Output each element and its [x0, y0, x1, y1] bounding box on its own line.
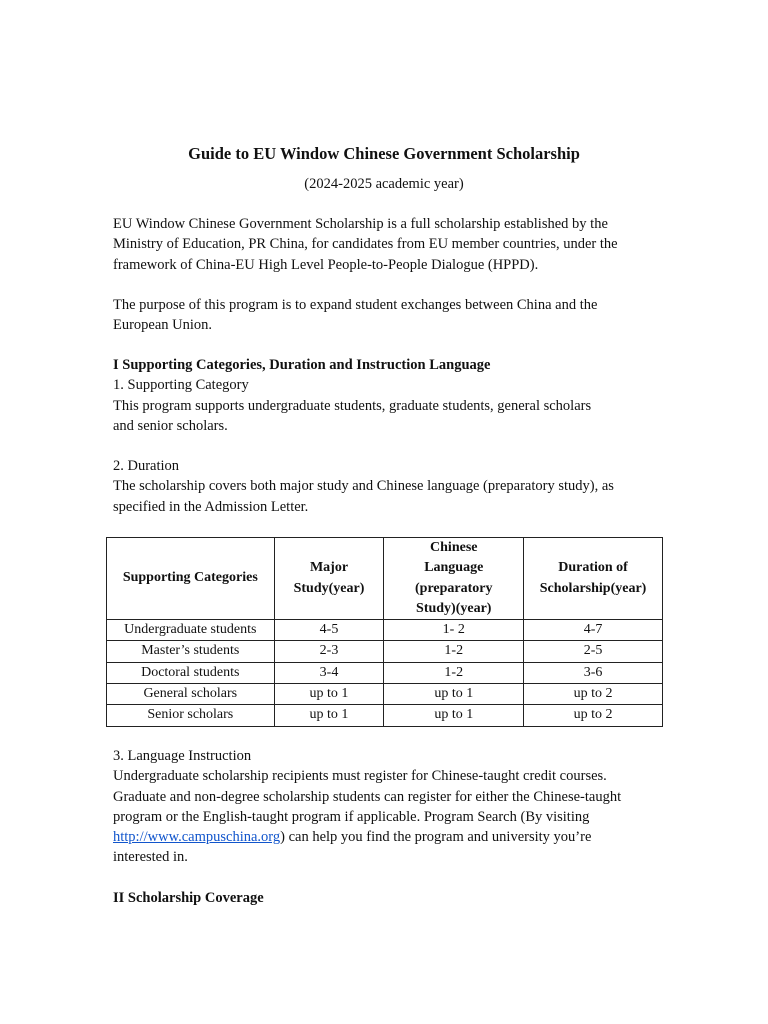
duration-heading: 2. Duration [113, 458, 180, 474]
duration-line: specified in the Admission Letter. [113, 498, 309, 515]
supporting-category-line: and senior scholars. [113, 417, 228, 434]
campuschina-link[interactable]: http://www.campuschina.org [113, 829, 281, 846]
cell-duration: 2-5 [524, 641, 663, 662]
language-instruction-section [113, 746, 653, 868]
language-instruction-line: Graduate and non-degree scholarship students can register for either the Chinese-taught [113, 788, 622, 805]
header-supporting-categories: Supporting Categories [107, 538, 275, 620]
cell-language: 1-2 [384, 662, 524, 683]
supporting-category-heading: 1. Supporting Category [113, 377, 249, 394]
table-row [107, 620, 663, 641]
cell-duration: up to 2 [524, 684, 663, 705]
document-title: Guide to EU Window Chinese Government Scholarship [188, 144, 580, 163]
table-header-row [107, 538, 663, 620]
section-2 [113, 888, 653, 908]
language-instruction-line: Undergraduate scholarship recipients must register for Chinese-taught credit courses. [113, 768, 607, 785]
language-instruction-heading: 3. Language Instruction [113, 748, 252, 764]
header-chinese-language: Chinese Language (preparatory Study)(year) [384, 538, 524, 620]
scholarship-duration-table [106, 537, 663, 727]
cell-major: 4-5 [274, 620, 384, 641]
table-row [107, 641, 663, 662]
header-major-study: Major Study(year) [274, 538, 384, 620]
table-row [107, 684, 663, 705]
intro-line: Ministry of Education, PR China, for candidates from EU member countries, under the [113, 236, 618, 253]
intro-line: EU Window Chinese Government Scholarship is a full scholarship established by the [113, 216, 608, 232]
table-row [107, 662, 663, 683]
duration-section [113, 456, 653, 517]
header-duration-of-scholarship: Duration of Scholarship(year) [524, 538, 663, 620]
cell-category: Undergraduate students [107, 620, 275, 641]
supporting-category-line: This program supports undergraduate students, graduate students, general scholars [113, 397, 592, 414]
cell-duration: 4-7 [524, 620, 663, 641]
cell-duration: 3-6 [524, 662, 663, 683]
cell-category: General scholars [107, 684, 275, 705]
cell-language: up to 1 [384, 705, 524, 726]
cell-major: 3-4 [274, 662, 384, 683]
section-1-heading: I Supporting Categories, Duration and Instruction Language [113, 357, 491, 373]
language-instruction-line: interested in. [113, 849, 188, 866]
language-instruction-link-line [113, 827, 653, 847]
purpose-line: European Union. [113, 317, 213, 334]
cell-category: Doctoral students [107, 662, 275, 683]
table-row [107, 705, 663, 726]
cell-language: 1- 2 [384, 620, 524, 641]
document-subtitle: (2024-2025 academic year) [304, 176, 464, 192]
cell-major: up to 1 [274, 684, 384, 705]
cell-duration: up to 2 [524, 705, 663, 726]
link-trailing-text: ) can help you find the program and university you’re [280, 829, 592, 846]
cell-major: up to 1 [274, 705, 384, 726]
cell-major: 2-3 [274, 641, 384, 662]
cell-language: up to 1 [384, 684, 524, 705]
purpose-line: The purpose of this program is to expand student exchanges between China and the [113, 297, 598, 313]
section-2-heading: II Scholarship Coverage [113, 890, 264, 906]
cell-category: Senior scholars [107, 705, 275, 726]
intro-paragraph [113, 214, 653, 275]
section-1 [113, 355, 653, 436]
duration-line: The scholarship covers both major study and Chinese language (preparatory study), as [113, 478, 614, 495]
cell-language: 1-2 [384, 641, 524, 662]
intro-line: framework of China-EU High Level People-to-People Dialogue (HPPD). [113, 256, 539, 273]
purpose-paragraph [113, 295, 653, 336]
cell-category: Master’s students [107, 641, 275, 662]
language-instruction-line: program or the English-taught program if applicable. Program Search (By visiting [113, 808, 590, 825]
